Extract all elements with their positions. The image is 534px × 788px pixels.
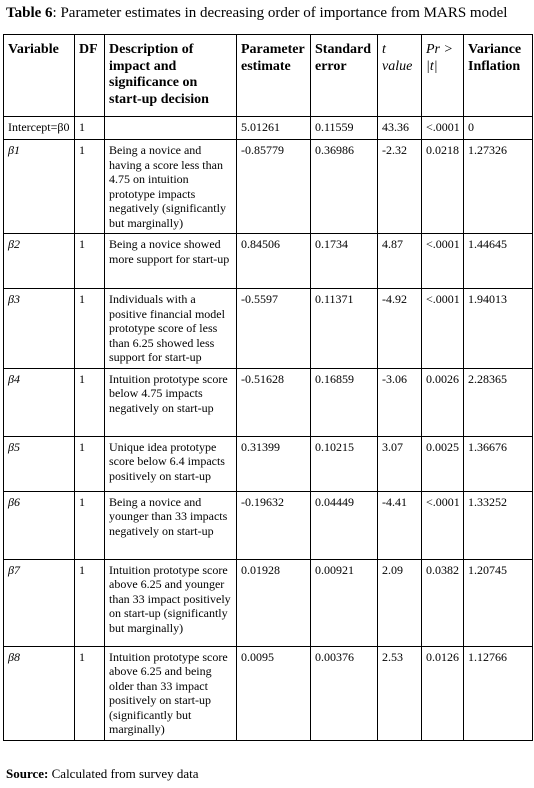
cell-std-error: 0.16859 (311, 368, 378, 436)
cell-variable: β1 (4, 140, 75, 234)
header-std-error: Standard error (311, 35, 378, 117)
cell-df: 1 (75, 368, 105, 436)
cell-variable: β4 (4, 368, 75, 436)
source-note (6, 766, 199, 782)
cell-variable: β7 (4, 559, 75, 646)
cell-estimate: 5.01261 (237, 117, 311, 140)
header-row (4, 35, 533, 117)
cell-df: 1 (75, 646, 105, 740)
cell-pr: <.0001 (422, 289, 464, 369)
cell-vif: 1.20745 (464, 559, 533, 646)
table-row (4, 234, 533, 289)
cell-variable: Intercept=β0 (4, 117, 75, 140)
cell-t-value: 2.09 (378, 559, 422, 646)
cell-t-value: 4.87 (378, 234, 422, 289)
header-estimate: Parameter estimate (237, 35, 311, 117)
cell-vif: 1.44645 (464, 234, 533, 289)
cell-std-error: 0.00921 (311, 559, 378, 646)
cell-std-error: 0.11371 (311, 289, 378, 369)
cell-description: Intuition prototype score above 6.25 and younger than 33 impact positively on start-up (significantly but marginally) (105, 559, 237, 646)
table-row (4, 646, 533, 740)
cell-variable: β2 (4, 234, 75, 289)
parameter-estimates-table (3, 34, 533, 741)
cell-estimate: 0.0095 (237, 646, 311, 740)
cell-variable: β3 (4, 289, 75, 369)
caption-label: Table 6 (6, 5, 53, 21)
cell-std-error: 0.1734 (311, 234, 378, 289)
cell-vif: 1.36676 (464, 436, 533, 491)
cell-pr: 0.0025 (422, 436, 464, 491)
cell-vif: 1.27326 (464, 140, 533, 234)
cell-description: Being a novice showed more support for start-up (105, 234, 237, 289)
cell-df: 1 (75, 289, 105, 369)
header-df: DF (75, 35, 105, 117)
cell-df: 1 (75, 140, 105, 234)
cell-t-value: 2.53 (378, 646, 422, 740)
header-variable: Variable (4, 35, 75, 117)
header-vif: Variance Inflation (464, 35, 533, 117)
cell-df: 1 (75, 559, 105, 646)
cell-estimate: -0.19632 (237, 491, 311, 559)
cell-t-value: -3.06 (378, 368, 422, 436)
header-pr-text: Pr > |t| (426, 42, 453, 74)
cell-vif: 0 (464, 117, 533, 140)
source-label: Source: (6, 766, 49, 781)
cell-t-value: 3.07 (378, 436, 422, 491)
cell-pr: 0.0126 (422, 646, 464, 740)
table-row (4, 491, 533, 559)
source-text: Calculated from survey data (48, 766, 199, 781)
table-row (4, 117, 533, 140)
cell-vif: 2.28365 (464, 368, 533, 436)
table-row (4, 368, 533, 436)
cell-t-value: 43.36 (378, 117, 422, 140)
header-pr (422, 35, 464, 117)
header-t-value-text: t value (382, 42, 413, 74)
table-row (4, 436, 533, 491)
cell-std-error: 0.11559 (311, 117, 378, 140)
cell-estimate: -0.5597 (237, 289, 311, 369)
table-row (4, 559, 533, 646)
header-description: Description of impact and significance on start-up decision (105, 35, 237, 117)
cell-std-error: 0.10215 (311, 436, 378, 491)
cell-description: Being a novice and younger than 33 impacts negatively on start-up (105, 491, 237, 559)
cell-df: 1 (75, 234, 105, 289)
cell-description: Individuals with a positive financial model prototype score of less than 6.25 showed less support for start-up (105, 289, 237, 369)
cell-pr: 0.0026 (422, 368, 464, 436)
cell-vif: 1.94013 (464, 289, 533, 369)
table-caption (6, 3, 530, 23)
cell-estimate: -0.51628 (237, 368, 311, 436)
cell-t-value: -2.32 (378, 140, 422, 234)
cell-description: Intuition prototype score above 6.25 and being older than 33 impact positively on start-up (significantly but marginally) (105, 646, 237, 740)
cell-pr: <.0001 (422, 491, 464, 559)
cell-pr: <.0001 (422, 117, 464, 140)
cell-vif: 1.12766 (464, 646, 533, 740)
cell-std-error: 0.36986 (311, 140, 378, 234)
cell-variable: β8 (4, 646, 75, 740)
cell-t-value: -4.92 (378, 289, 422, 369)
header-t-value (378, 35, 422, 117)
cell-df: 1 (75, 436, 105, 491)
cell-std-error: 0.00376 (311, 646, 378, 740)
cell-description: Being a novice and having a score less than 4.75 on intuition prototype impacts negatively (significantly but marginally) (105, 140, 237, 234)
cell-estimate: 0.31399 (237, 436, 311, 491)
cell-vif: 1.33252 (464, 491, 533, 559)
cell-pr: 0.0382 (422, 559, 464, 646)
cell-description (105, 117, 237, 140)
cell-variable: β5 (4, 436, 75, 491)
cell-description: Intuition prototype score below 4.75 impacts negatively on start-up (105, 368, 237, 436)
table-row (4, 289, 533, 369)
cell-estimate: 0.84506 (237, 234, 311, 289)
cell-estimate: -0.85779 (237, 140, 311, 234)
cell-estimate: 0.01928 (237, 559, 311, 646)
cell-variable: β6 (4, 491, 75, 559)
cell-t-value: -4.41 (378, 491, 422, 559)
cell-pr: 0.0218 (422, 140, 464, 234)
cell-description: Unique idea prototype score below 6.4 impacts positively on start-up (105, 436, 237, 491)
caption-text: : Parameter estimates in decreasing order of importance from MARS model (52, 5, 508, 21)
cell-pr: <.0001 (422, 234, 464, 289)
cell-std-error: 0.04449 (311, 491, 378, 559)
cell-df: 1 (75, 491, 105, 559)
table-row (4, 140, 533, 234)
cell-df: 1 (75, 117, 105, 140)
